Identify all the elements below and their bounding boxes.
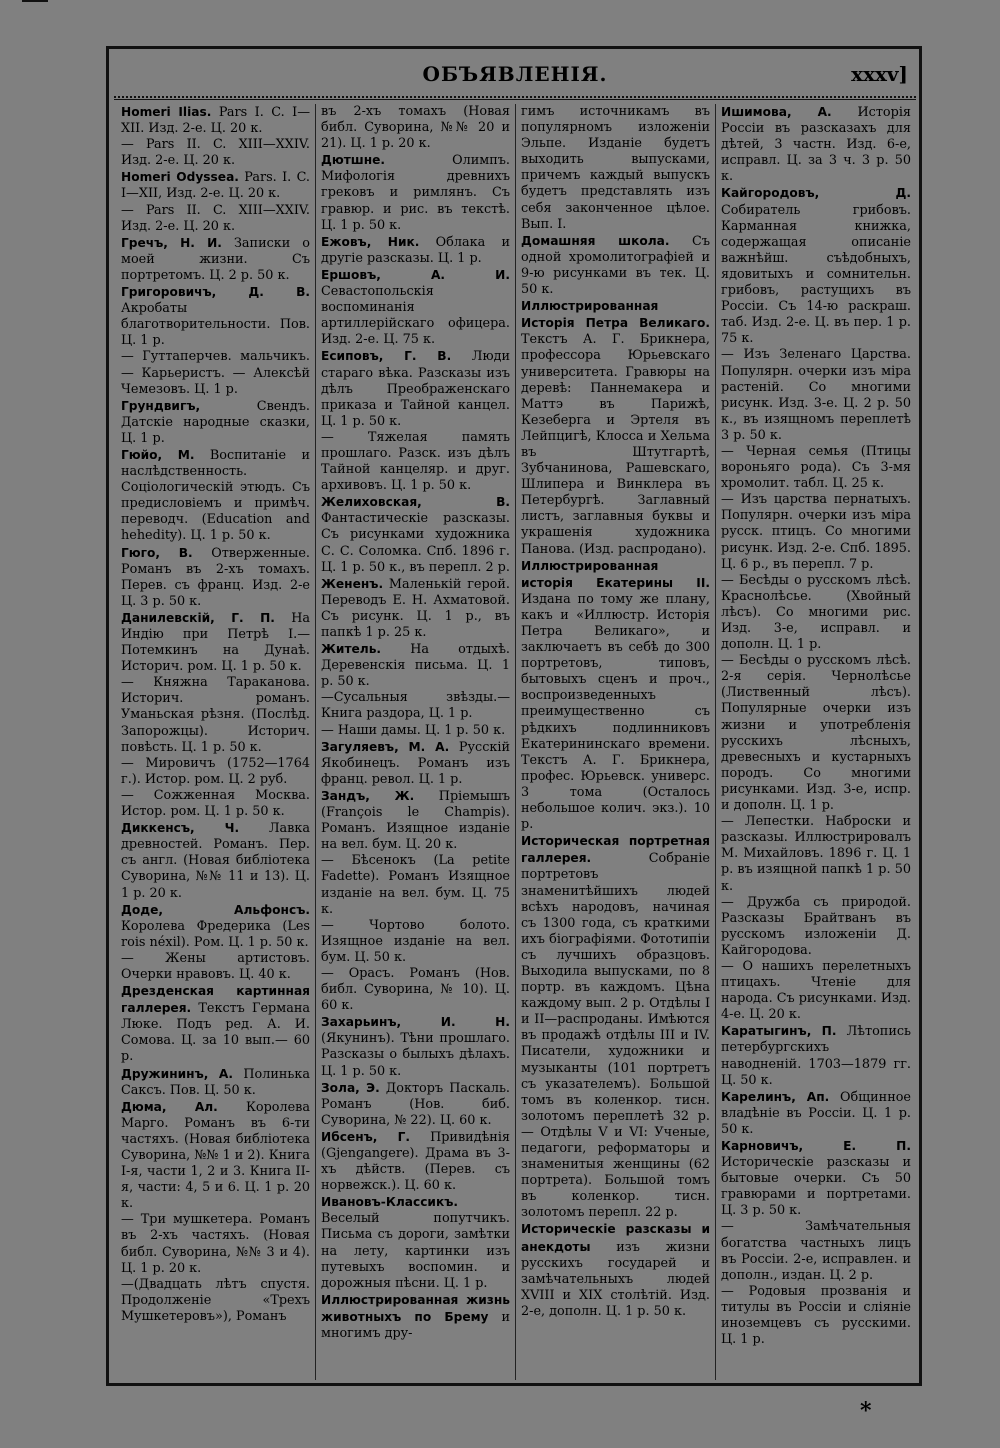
entry-author: Гюйо, М. (121, 447, 195, 462)
column-4 (716, 104, 916, 1380)
listing-entry (321, 1080, 510, 1129)
entry-text: — Три мушкетера. Романъ въ 2-хъ частяхъ. (Новая библ. Суворина, №№ 3 и 4). Ц. 1 р. 20 к. (121, 1212, 310, 1276)
entry-text: Исторія Россіи въ разсказахъ для дѣтей, 3 частн. Изд. 6-е, исправл. Ц. за 3 ч. 3 р. 50 к. (721, 105, 911, 185)
listing-entry (721, 1023, 911, 1088)
listing-entry (321, 641, 510, 690)
entry-text: — Бесѣды о русскомъ лѣсѣ. Краснолѣсье. (Хвойный лѣсъ). Со многими рис. Изд. 3-е, исправл. и дополн. Ц. 1 р. (721, 572, 911, 653)
entry-text: Pars I. C. I—XII. Изд. 2-е. Ц. 20 к. (121, 105, 310, 137)
entry-text: Текстъ А. Г. Брикнера, профессора Юрьевскаго университета. Гравюры на деревѣ: Паннемакера и Маттэ въ Парижѣ, Кезеберга и Эртеля въ Лейпцигѣ, Клосса и Хельма въ Штутгартѣ, Зубчанинова, Рашевскаго, Шлипера и Винклера въ Петербургѣ. Заглавный листъ, заглавныя буквы и украшенія художника Панова. (Изд. распродано). (521, 332, 710, 557)
entry-text: Маленькій герой. Переводъ Е. Н. Ахматовой. Съ рисунк. Ц. 1 р., въ папкѣ 1 р. 25 к. (321, 576, 510, 640)
entry-text: Съ одной хромолитографіей и 9-ю рисунками въ тек. Ц. 50 к. (521, 233, 710, 298)
entry-text: — Замѣчательныя богатства частныхъ лицъ въ Россіи. 2-е, исправлен. и дополн., издан. Ц. 2 р. (721, 1219, 911, 1283)
listing-entry (121, 104, 310, 137)
listing-entry (521, 833, 710, 1221)
entry-author: Дютшне. (321, 153, 386, 168)
listing-entry (521, 233, 710, 298)
entry-text: Текстъ Германа Люке. Подъ ред. А. И. Сомова. Ц. за 10 вып.— 60 р. (121, 1001, 310, 1065)
listing-entry (321, 430, 510, 494)
entry-text: Королева Марго. Романъ въ 6-ти частяхъ. (Новая библіотека Суворина, №№ 1 и 2). Книга I-я, части 1, 2 и 3. Книга II-я, части: 4, 5 и 6. Ц. 1 р. 20 к. (121, 1099, 310, 1212)
entry-text: — Княжна Тараканова. Историч. романъ. Уманьская рѣзня. (Послѣд. Запорожцы). Историч. повѣсть. Ц. 1 р. 50 к. (121, 675, 310, 755)
listing-entry (121, 203, 310, 235)
entry-author: Зола, Э. (321, 1080, 380, 1095)
listing-entry (121, 284, 310, 349)
listing-entry (321, 690, 510, 722)
entry-text: Веселый попутчикъ. Письма съ дороги, замѣтки на лету, картинки изъ путевыхъ воспомин. и дорожныя пѣсни. Ц. 1 р. (321, 1211, 510, 1291)
listing-entry (321, 1014, 510, 1079)
entry-author: Историческая портретная галлерея. (521, 834, 710, 866)
column-3 (516, 104, 716, 1380)
entry-text: Севастопольскія воспоминанія артиллерійскаго офицера. Изд. 2-е. Ц. 75 к. (321, 284, 510, 348)
listing-entry (121, 398, 310, 447)
listing-entry (721, 573, 911, 653)
entry-text: — Изъ Зеленаго Царства. Популярн. очерки изъ міра растеній. Со многими рисунк. Изд. 3-е. Ц. 2 р. 50 к., въ изящномъ переплетѣ 3 р. 50 к. (721, 347, 911, 443)
entry-text: — Pars II. C. XIII—XXIV. Изд. 2-е. Ц. 20 к. (121, 137, 310, 169)
listing-entry (721, 492, 911, 572)
entry-author: Каратыгинъ, П. (721, 1024, 837, 1039)
entry-author: Жененъ. (321, 576, 384, 591)
listing-entry (121, 788, 310, 820)
entry-text: Записки о моей жизни. Съ портретомъ. Ц. 2 р. 50 к. (121, 235, 310, 283)
entry-author: Загуляевъ, М. А. (321, 739, 450, 754)
entry-text: — Орасъ. Романъ (Нов. библ. Суворина, № 10). Ц. 60 к. (321, 965, 510, 1014)
entry-author: Кайгородовъ, Д. (721, 186, 911, 201)
entry-text: Лѣтопись петербургскихъ наводненій. 1703—1879 гг. Ц. 50 к. (721, 1024, 911, 1088)
listing-entry (321, 348, 510, 429)
listing-entry (721, 444, 911, 492)
entry-text: — Гуттаперчев. мальчикъ. — Карьеристъ. — Алексѣй Чемезовъ. Ц. 1 р. (121, 349, 310, 397)
entry-author: Зандъ, Ж. (321, 788, 415, 803)
listing-entry (721, 347, 911, 444)
listing-entry (321, 494, 510, 575)
listing-entry (121, 235, 310, 284)
entry-text: —Сусальныя звѣзды.— Книга раздора, Ц. 1 р. (321, 690, 510, 722)
entry-author: Гюго, В. (121, 545, 193, 560)
listing-entry (121, 951, 310, 983)
entry-text: — Изъ царства пернатыхъ. Популярн. очерки изъ міра русск. птицъ. Со многими рисунк. Изд. 2-е. Спб. 1895. Ц. 6 р., въ перепл. 7 р. (721, 492, 911, 572)
listing-entry (321, 788, 510, 853)
page-title: ОБЪЯВЛЕНІЯ. (422, 62, 608, 86)
entry-text: —(Двадцать лѣтъ спустя. Продолженіе «Трехъ Мушкетеровъ»), Романъ (121, 1276, 310, 1324)
listing-entry (721, 1284, 911, 1348)
entry-text: — Бесѣды о русскомъ лѣсѣ. 2-я серія. Чернолѣсье (Лиственный лѣсъ). Популярные очерки изъ жизни и употребленія русскихъ лѣсныхъ, древесныхъ и кустарныхъ породъ. Со многими рисунками. Изд. 3-е, испр. и дополн. Ц. 1 р. (721, 653, 911, 814)
listing-entry (521, 298, 710, 558)
entry-author: Дружининъ, А. (121, 1066, 233, 1081)
entry-text: Привидѣнія (Gjengangere). Драма въ 3-хъ дѣйств. (Перев. съ норвежск.). Ц. 60 к. (321, 1129, 510, 1194)
listing-entry (121, 756, 310, 788)
entry-author: Карелинъ, Ап. (721, 1089, 830, 1104)
listing-entry (121, 983, 310, 1065)
entry-text: — Тяжелая память прошлаго. Разск. изъ дѣлъ Тайной канцеляр. и друг. архивовъ. Ц. 1 р. 50 к. (321, 429, 510, 494)
listing-entry (121, 1212, 310, 1276)
listing-entry (321, 723, 510, 739)
listing-entry (321, 1129, 510, 1194)
entry-author: Иллюстрированная Исторія Петра Великаго. (521, 299, 710, 331)
entry-author: Житель. (321, 642, 382, 657)
listing-entry (721, 653, 911, 814)
entry-author: Дрезденская картинная галлерея. (121, 984, 310, 1016)
entry-text: — Дружба съ природой. Разсказы Брайтванъ въ русскомъ изложеніи Д. Кайгородова. (721, 894, 911, 958)
listing-entry (321, 1194, 510, 1292)
entry-text: и многимъ дру- (321, 1309, 510, 1342)
entry-text: Люди стараго вѣка. Разсказы изъ дѣлъ Преображенскаго приказа и Тайной канцел. Ц. 1 р. 50 к. (321, 349, 511, 429)
entry-text: гимъ источникамъ въ популярномъ изложеніи Эльпе. Изданіе будетъ выходить выпусками, причемъ каждый выпускъ будетъ представлять изъ себя законченное цѣлое. Вып. I. (521, 104, 710, 232)
entry-author: Доде, Альфонсъ. (121, 902, 310, 917)
listing-entry (121, 137, 310, 169)
entry-text: Лавка древностей. Романъ. Пер. съ англ. (Новая библіотека Суворина, №№ 11 и 13). Ц. 1 р. 20 к. (121, 821, 310, 901)
entry-text: Собиратель грибовъ. Карманная книжка, содержащая описаніе важнѣйш. съѣдобныхъ, ядовитыхъ и сомнительн. грибовъ, растущихъ въ Россіи. Съ 14-ю раскраш. таб. Изд. 2-е. Ц. въ пер. 1 р. 75 к. (721, 202, 911, 347)
entry-text: (Якунинъ). Тѣни прошлаго. Разсказы о былыхъ дѣлахъ. Ц. 1 р. 50 к. (321, 1031, 510, 1079)
entry-text: Издана по тому же плану, какъ и «Иллюстр. Исторія Петра Великаго», и заключаетъ въ себѣ до 300 портретовъ, типовъ, бытовыхъ сценъ и проч., воспроизведенныхъ преимущественно съ рѣдкихъ подлинниковъ Екатерининскаго времени. Текстъ А. Г. Брикнера, профес. Юрьевск. универс. 3 тома (Осталось небольшое колич. экз.). 10 р. (521, 591, 710, 833)
entry-text: Свендъ. Датскіе народные сказки, Ц. 1 р. (121, 398, 310, 446)
entry-text: — Черная семья (Птицы вороньяго рода). Съ 3-мя хромолит. табл. Ц. 25 к. (721, 443, 911, 492)
listing-entry (121, 545, 310, 610)
entry-text: Фантастическіе разсказы. Съ рисунками художника С. С. Соломка. Спб. 1896 г. Ц. 1 р. 50 к., въ перепл. 2 р. (321, 511, 510, 575)
listing-entry (721, 1219, 911, 1283)
entry-author: Ершовъ, А. И. (321, 267, 510, 282)
entry-text: — Сожженная Москва. Истор. ром. Ц. 1 р. 50 к. (121, 787, 310, 820)
entry-author: Homeri Odyssea. (121, 170, 239, 185)
listing-entry (721, 1138, 911, 1219)
listing-entry (121, 902, 310, 951)
entry-author: Иллюстрированная исторія Екатерины II. (521, 558, 710, 590)
column-1 (116, 104, 316, 1380)
entry-text: — Мировичъ (1752—1764 г.). Истор. ром. Ц. 2 руб. (121, 755, 310, 787)
entry-author: Захарьинъ, И. Н. (321, 1015, 510, 1030)
listing-entry (321, 152, 510, 233)
listing-entry (321, 104, 510, 152)
entry-author: Иллюстрированная жизнь животныхъ по Брему (321, 1292, 510, 1324)
entry-text: — О нашихъ перелетныхъ птицахъ. Чтеніе для народа. Съ рисунками. Изд. 4-е. Ц. 20 к. (721, 958, 911, 1023)
entry-text: Полинька Саксъ. Пов. Ц. 50 к. (121, 1066, 311, 1098)
entry-author: Ивановъ-Классикъ. (321, 1195, 459, 1210)
entry-author: Грундвигъ, (121, 398, 201, 413)
entry-text: — Родовыя прозванія и титулы въ Россіи и сліяніе иноземцевъ съ русскими. Ц. 1 р. (721, 1283, 911, 1348)
entry-author: Есиповъ, Г. В. (321, 349, 452, 364)
listing-entry (721, 185, 911, 347)
entry-text: — Наши дамы. Ц. 1 р. 50 к. (321, 722, 506, 738)
entry-author: Homeri Ilias. (121, 105, 212, 119)
listing-entry (121, 1066, 310, 1099)
listing-entry (721, 1089, 911, 1138)
page-number: xxxv] (851, 62, 908, 86)
listing-entry (121, 1277, 310, 1325)
entry-author: Домашняя школа. (521, 233, 670, 248)
listing-entry (121, 610, 310, 675)
entry-text: — Жены артистовъ. Очерки нравовъ. Ц. 40 к. (121, 950, 310, 982)
listing-entry (121, 169, 310, 202)
listing-entry (521, 1221, 710, 1320)
listing-entry (321, 576, 510, 641)
entry-author: Гречъ, Н. И. (121, 235, 222, 250)
entry-author: Дюма, Ал. (121, 1099, 218, 1114)
entry-text: На Индію при Петрѣ I.— Потемкинъ на Дунаѣ. Историч. ром. Ц. 1 р. 50 к. (121, 610, 311, 675)
entry-text: Докторъ Паскаль. Романъ (Нов. биб. Суворина, № 22). Ц. 60 к. (321, 1080, 510, 1128)
entry-text: — Лепестки. Наброски и разсказы. Иллюстрировалъ М. Михайловъ. 1896 г. Ц. 1 р. въ изящной папкѣ 1 р. 50 к. (721, 814, 911, 894)
listing-entry (121, 675, 310, 755)
entry-text: въ 2-хъ томахъ (Новая библ. Суворина, №№ 20 и 21). Ц. 1 р. 20 к. (321, 104, 510, 152)
listing-entry (721, 895, 911, 959)
entry-text: Собраніе портретовъ знаменитѣйшихъ людей всѣхъ народовъ, начиная съ 1300 года, съ краткими ихъ біографіями. Фототипіи съ лучшихъ образцовъ. Выходила выпусками, по 8 портр. въ каждомъ. Цѣна каждому вып. 2 р. Отдѣлы I и II—распроданы. Имѣются въ продажѣ отдѣлы III и IV. Писатели, художники и музыканты (101 портретъ съ указателемъ). Большой томъ въ коленкор. тисн. золотомъ переплетѣ 32 р. — Отдѣлы V и VI: Ученые, педагоги, реформаторы и знаменитыя женщины (62 портрета). Большой томъ въ коленкор. тисн. золотомъ перепл. 22 р. (521, 851, 710, 1221)
entry-author: Диккенсъ, Ч. (121, 821, 240, 836)
entry-text: — Бѣсенокъ (La petite Fadette). Романъ Изящное изданіе на вел. бум. Ц. 75 к. (321, 853, 510, 917)
entry-author: Григоровичъ, Д. В. (121, 285, 310, 300)
corner-mark (22, 0, 48, 2)
columns (116, 104, 916, 1380)
entry-text: изъ жизни русскихъ государей и замѣчательныхъ людей XVIII и XIX столѣтій. Изд. 2-е, дополн. Ц. 1 р. 50 к. (521, 1239, 710, 1319)
column-2 (316, 104, 516, 1380)
entry-text: Общинное владѣніе въ Россіи. Ц. 1 р. 50 к. (721, 1089, 912, 1137)
listing-entry (321, 1292, 510, 1342)
entry-text: Историческіе разсказы и бытовые очерки. Съ 50 гравюрами и портретами. Ц. 3 р. 50 к. (721, 1155, 911, 1219)
entry-text: Отверженные. Романъ въ 2-хъ томахъ. Перев. съ франц. Изд. 2-е Ц. 3 р. 50 к. (121, 545, 310, 609)
listing-entry (721, 104, 911, 185)
entry-text: На отдыхѣ. Деревенскія письма. Ц. 1 р. 50 к. (321, 642, 510, 690)
entry-text: Королева Фредерика (Les rois néxil). Ром. Ц. 1 р. 50 к. (121, 918, 310, 950)
entry-text: Pars. I. C. I—XII, Изд. 2-е. Ц. 20 к. (121, 170, 310, 202)
listing-entry (521, 558, 710, 834)
footer-mark: * (860, 1398, 872, 1424)
listing-entry (321, 966, 510, 1014)
listing-entry (121, 349, 310, 397)
listing-entry (121, 1099, 310, 1213)
entry-author: Ишимова, А. (721, 105, 832, 119)
listing-entry (521, 104, 710, 233)
listing-entry (721, 814, 911, 894)
listing-entry (121, 820, 310, 901)
entry-author: Историческіе разсказы и анекдоты (521, 1222, 710, 1254)
entry-text: Воспитаніе и наслѣдственность. Соціологическій этюдъ. Съ предисловіемъ и примѣч. переводч. (Education and hehedity). Ц. 1 р. 50 к. (121, 447, 310, 544)
listing-entry (721, 959, 911, 1023)
entry-text: Облака и другіе разсказы. Ц. 1 р. (321, 234, 510, 266)
listing-entry (121, 447, 310, 545)
listing-entry (321, 739, 510, 788)
entry-text: — Pars II. C. XIII—XXIV. Изд. 2-е. Ц. 20 к. (121, 202, 310, 234)
listing-entry (321, 267, 510, 348)
listing-entry (321, 918, 510, 966)
listing-entry (321, 853, 510, 917)
listing-entry (321, 234, 510, 267)
entry-text: Русскій Якобинецъ. Романъ изъ франц. револ. Ц. 1 р. (321, 739, 510, 787)
page-header (112, 62, 918, 92)
entry-author: Данилевскій, Г. П. (121, 610, 275, 625)
header-rule (114, 96, 916, 100)
entry-author: Желиховская, В. (321, 495, 510, 510)
entry-text: — Чортово болото. Изящное изданіе на вел. бум. Ц. 50 к. (321, 917, 510, 965)
entry-text: Олимпъ. Мифологія древнихъ грековъ и римлянъ. Съ гравюр. и рис. въ текстѣ. Ц. 1 р. 50 к. (321, 153, 510, 233)
entry-text: Акробаты благотворительности. Пов. Ц. 1 р. (121, 301, 310, 349)
entry-author: Карновичъ, Е. П. (721, 1139, 911, 1153)
entry-text: Пріемышъ (François le Champis). Романъ. Изящное изданіе на вел. бум. Ц. 20 к. (321, 788, 510, 853)
entry-author: Ибсенъ, Г. (321, 1129, 411, 1144)
entry-author: Ежовъ, Ник. (321, 234, 420, 249)
